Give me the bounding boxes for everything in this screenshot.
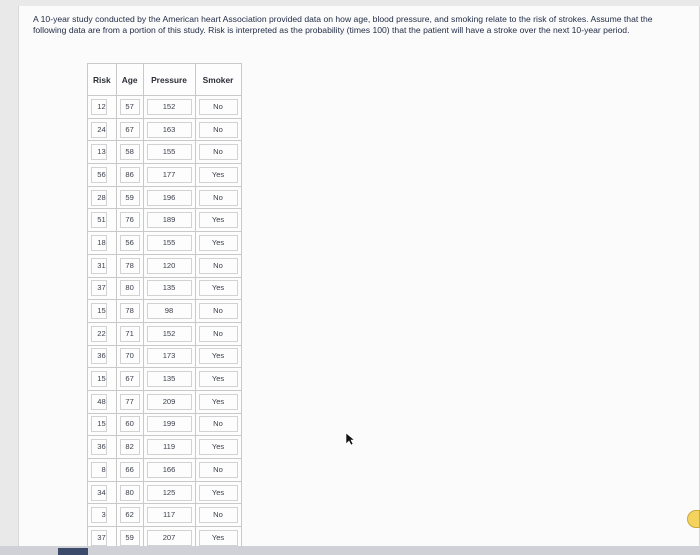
cell-value: 177 — [147, 167, 192, 183]
cell-value: 62 — [120, 507, 140, 523]
table-row — [88, 322, 242, 345]
cell-value: 76 — [120, 212, 140, 228]
table-row — [88, 277, 242, 300]
cell-age — [116, 390, 143, 413]
cell-value: Yes — [199, 394, 238, 410]
cell-value: No — [199, 122, 238, 138]
cell-value: Yes — [199, 212, 238, 228]
cell-value: 34 — [91, 485, 107, 501]
chat-bubble-icon[interactable] — [687, 510, 700, 528]
cell-value: Yes — [199, 167, 238, 183]
cell-value: 196 — [147, 190, 192, 206]
table-header-row — [88, 64, 242, 96]
cell-value: 15 — [91, 416, 107, 432]
table-row — [88, 141, 242, 164]
cell-value: 78 — [120, 258, 140, 274]
cell-value: No — [199, 144, 238, 160]
cell-smoker — [195, 254, 241, 277]
cell-age — [116, 164, 143, 187]
cell-age — [116, 277, 143, 300]
table-row — [88, 96, 242, 119]
table-row — [88, 504, 242, 527]
cell-value: 13 — [91, 144, 107, 160]
cell-pressure — [143, 390, 195, 413]
cell-value: 60 — [120, 416, 140, 432]
cell-value: 57 — [120, 99, 140, 115]
cell-value: 15 — [91, 371, 107, 387]
cell-value: 166 — [147, 462, 192, 478]
cell-value: 67 — [120, 371, 140, 387]
cell-value: No — [199, 462, 238, 478]
cell-smoker — [195, 232, 241, 255]
cell-value: 31 — [91, 258, 107, 274]
cell-value: 3 — [91, 507, 107, 523]
cell-value: 37 — [91, 530, 107, 546]
cell-age — [116, 118, 143, 141]
table-row — [88, 368, 242, 391]
taskbar — [0, 546, 700, 555]
cell-value: 67 — [120, 122, 140, 138]
cell-value: 70 — [120, 348, 140, 364]
cell-smoker — [195, 164, 241, 187]
cell-value: Yes — [199, 235, 238, 251]
cell-smoker — [195, 368, 241, 391]
table-row — [88, 436, 242, 459]
cell-pressure — [143, 232, 195, 255]
cell-value: No — [199, 258, 238, 274]
cell-age — [116, 481, 143, 504]
cell-value: No — [199, 190, 238, 206]
cell-value: 56 — [120, 235, 140, 251]
cell-smoker — [195, 141, 241, 164]
cell-value: 24 — [91, 122, 107, 138]
cell-value: 71 — [120, 326, 140, 342]
cell-smoker — [195, 96, 241, 119]
cell-value: 155 — [147, 144, 192, 160]
cell-pressure — [143, 436, 195, 459]
cell-value: Yes — [199, 348, 238, 364]
table-row — [88, 459, 242, 482]
cell-value: 15 — [91, 303, 107, 319]
cell-value: 37 — [91, 280, 107, 296]
cell-value: 66 — [120, 462, 140, 478]
cell-smoker — [195, 209, 241, 232]
cell-smoker — [195, 277, 241, 300]
table-row — [88, 118, 242, 141]
cell-value: 199 — [147, 416, 192, 432]
cell-smoker — [195, 481, 241, 504]
cell-age — [116, 141, 143, 164]
table-row — [88, 186, 242, 209]
cell-pressure — [143, 96, 195, 119]
cell-age — [116, 209, 143, 232]
cell-age — [116, 96, 143, 119]
cell-value: 59 — [120, 530, 140, 546]
cell-risk — [88, 96, 117, 119]
cell-value: Yes — [199, 485, 238, 501]
cell-risk — [88, 141, 117, 164]
cell-value: 56 — [91, 167, 107, 183]
arrow-cursor-icon — [345, 432, 355, 446]
cell-age — [116, 368, 143, 391]
cell-value: 119 — [147, 439, 192, 455]
table-row — [88, 413, 242, 436]
table-row — [88, 209, 242, 232]
cell-age — [116, 232, 143, 255]
cell-value: 98 — [147, 303, 192, 319]
cell-value: 80 — [120, 280, 140, 296]
cell-risk — [88, 322, 117, 345]
cell-value: 117 — [147, 507, 192, 523]
document-page — [18, 6, 700, 551]
cell-age — [116, 413, 143, 436]
header-smoker: Smoker — [195, 64, 241, 96]
cell-age — [116, 300, 143, 323]
cell-risk — [88, 390, 117, 413]
cell-value: 86 — [120, 167, 140, 183]
cell-pressure — [143, 164, 195, 187]
cell-value: 152 — [147, 99, 192, 115]
cell-value: 135 — [147, 371, 192, 387]
cell-value: 22 — [91, 326, 107, 342]
cell-smoker — [195, 459, 241, 482]
cell-value: 59 — [120, 190, 140, 206]
cell-pressure — [143, 481, 195, 504]
cell-pressure — [143, 459, 195, 482]
cell-smoker — [195, 322, 241, 345]
cell-value: 8 — [91, 462, 107, 478]
cell-risk — [88, 186, 117, 209]
cell-risk — [88, 436, 117, 459]
cell-value: 207 — [147, 530, 192, 546]
cell-risk — [88, 413, 117, 436]
cell-value: 80 — [120, 485, 140, 501]
problem-statement: A 10-year study conducted by the American heart Association provided data on how age, blood pressure, and smoking relate to the risk of strokes. Assume that the following data are from a portion of this study. Risk is interpreted as the probability (times 100) that the patient will have a stroke over the next 10-year period. — [33, 14, 653, 35]
stroke-risk-table — [87, 63, 242, 550]
cell-risk — [88, 345, 117, 368]
cell-risk — [88, 254, 117, 277]
table-row — [88, 254, 242, 277]
cell-pressure — [143, 504, 195, 527]
cell-value: Yes — [199, 280, 238, 296]
cell-pressure — [143, 254, 195, 277]
cell-pressure — [143, 368, 195, 391]
cell-smoker — [195, 436, 241, 459]
cell-value: 48 — [91, 394, 107, 410]
cell-pressure — [143, 141, 195, 164]
cell-age — [116, 436, 143, 459]
cell-value: 28 — [91, 190, 107, 206]
cell-value: 58 — [120, 144, 140, 160]
cell-value: 163 — [147, 122, 192, 138]
cell-value: Yes — [199, 530, 238, 546]
cell-age — [116, 504, 143, 527]
cell-risk — [88, 459, 117, 482]
cell-value: No — [199, 507, 238, 523]
cell-risk — [88, 504, 117, 527]
cell-value: 77 — [120, 394, 140, 410]
table-row — [88, 481, 242, 504]
cell-risk — [88, 277, 117, 300]
taskbar-app-icon[interactable] — [58, 548, 88, 555]
cell-risk — [88, 118, 117, 141]
cell-smoker — [195, 390, 241, 413]
cell-value: No — [199, 326, 238, 342]
cell-smoker — [195, 504, 241, 527]
cell-value: 209 — [147, 394, 192, 410]
cell-smoker — [195, 186, 241, 209]
cell-value: No — [199, 99, 238, 115]
cell-age — [116, 322, 143, 345]
cell-pressure — [143, 277, 195, 300]
cell-pressure — [143, 322, 195, 345]
cell-value: 135 — [147, 280, 192, 296]
table-row — [88, 232, 242, 255]
table-row — [88, 300, 242, 323]
cell-risk — [88, 368, 117, 391]
cell-age — [116, 459, 143, 482]
cell-risk — [88, 232, 117, 255]
cell-age — [116, 186, 143, 209]
cell-value: 189 — [147, 212, 192, 228]
cell-value: 120 — [147, 258, 192, 274]
cell-pressure — [143, 300, 195, 323]
cell-pressure — [143, 209, 195, 232]
cell-value: 36 — [91, 439, 107, 455]
cell-value: 18 — [91, 235, 107, 251]
cell-value: No — [199, 303, 238, 319]
cell-smoker — [195, 118, 241, 141]
cell-value: 152 — [147, 326, 192, 342]
cell-value: 125 — [147, 485, 192, 501]
cell-value: 82 — [120, 439, 140, 455]
cell-pressure — [143, 413, 195, 436]
cell-value: Yes — [199, 439, 238, 455]
cell-smoker — [195, 413, 241, 436]
cell-risk — [88, 209, 117, 232]
table-row — [88, 164, 242, 187]
header-risk: Risk — [88, 64, 117, 96]
cell-value: 36 — [91, 348, 107, 364]
header-age: Age — [116, 64, 143, 96]
header-pressure: Pressure — [143, 64, 195, 96]
cell-pressure — [143, 118, 195, 141]
cell-risk — [88, 300, 117, 323]
cell-pressure — [143, 186, 195, 209]
cell-smoker — [195, 300, 241, 323]
cell-age — [116, 345, 143, 368]
cell-value: 173 — [147, 348, 192, 364]
cell-value: Yes — [199, 371, 238, 387]
cell-risk — [88, 481, 117, 504]
cell-value: 78 — [120, 303, 140, 319]
table-row — [88, 345, 242, 368]
cell-value: 51 — [91, 212, 107, 228]
cell-value: 12 — [91, 99, 107, 115]
cell-age — [116, 254, 143, 277]
cell-pressure — [143, 345, 195, 368]
cell-value: No — [199, 416, 238, 432]
cell-value: 155 — [147, 235, 192, 251]
table-row — [88, 390, 242, 413]
cell-risk — [88, 164, 117, 187]
cell-smoker — [195, 345, 241, 368]
